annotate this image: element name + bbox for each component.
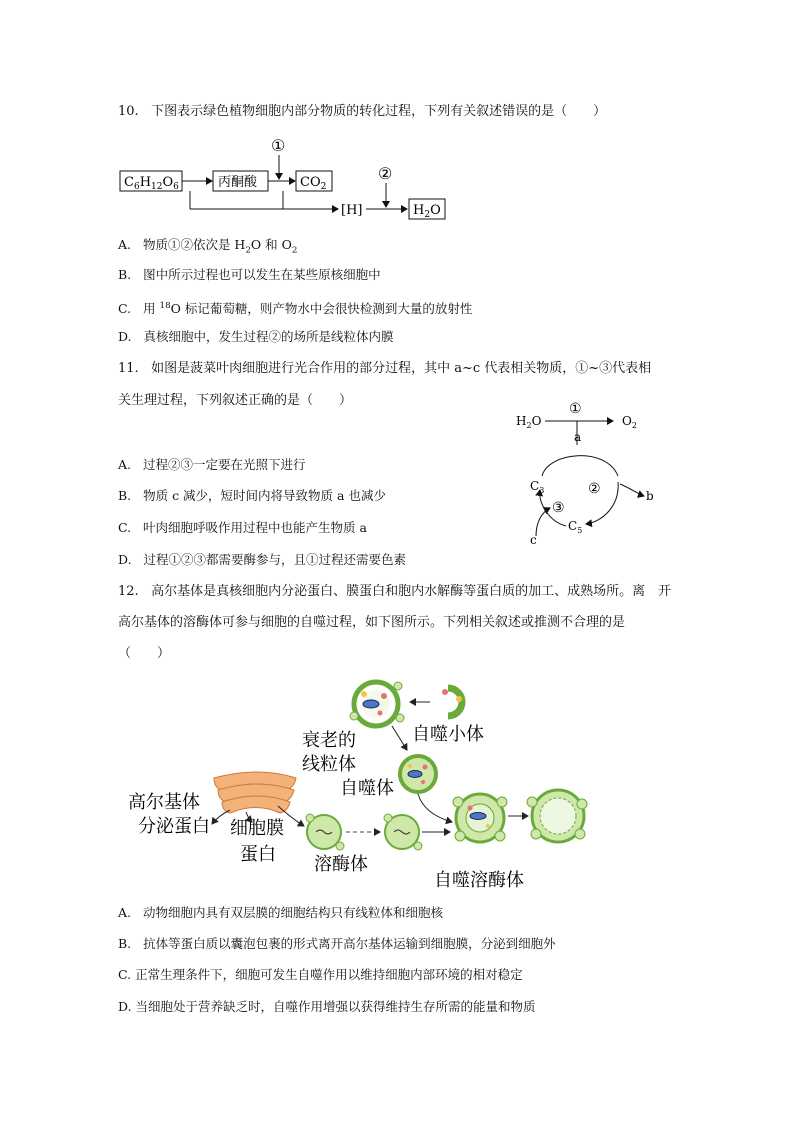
aging-mitochondria-vesicle (350, 682, 404, 726)
q12-stem-line3: （ ） (118, 646, 171, 661)
mark-2: ② (378, 164, 393, 183)
q10-diagram (118, 133, 458, 223)
q11-option-c: C. 叶肉细胞呼吸作用过程中也能产生物质 a (118, 520, 367, 535)
label-lysosome: 溶酶体 (314, 854, 368, 875)
q11-c5: $C_5$ (568, 519, 583, 535)
label-small-autophagosome: 自噬小体 (412, 724, 484, 745)
q10-number: 10. (118, 104, 139, 119)
mark-1: ① (271, 136, 286, 155)
label-golgi: 高尔基体 (128, 792, 200, 813)
label-aging-mito-1: 衰老的 (302, 730, 356, 751)
autolysosome (453, 794, 507, 842)
q11-mark3: ③ (552, 500, 565, 516)
label-membrane-1: 细胞膜 (230, 818, 284, 839)
q12-option-c: C. 正常生理条件下，细胞可发生自噬作用以维持细胞内部环境的相对稳定 (118, 967, 523, 982)
h2o-label: $H_2O$ (413, 203, 441, 220)
pyruvate-label: 丙酮酸 (218, 175, 258, 190)
q11-o2: $O_2$ (622, 414, 637, 430)
q10-stem (118, 103, 606, 121)
label-autolysosome: 自噬溶酶体 (434, 870, 524, 891)
label-secretory-protein: 分泌蛋白 (138, 816, 210, 837)
h-label: [H] (341, 203, 363, 218)
q12-stem-line1: 12. 高尔基体是真核细胞内分泌蛋白、膜蛋白和胞内水解酶等蛋白质的加工、成熟场所。离 开 (118, 584, 672, 599)
q11-stem-line2: 关生理过程，下列叙述正确的是（ ） (118, 393, 353, 408)
q11-h2o: $H_2O$ (516, 414, 542, 430)
q12-number: 12. (118, 584, 139, 599)
q11-b: b (646, 489, 654, 503)
co2-label: $CO_2$ (300, 175, 327, 192)
q12-option-a: A. 动物细胞内具有双层膜的细胞结构只有线粒体和细胞核 (118, 905, 443, 920)
degraded-vesicle (527, 790, 587, 842)
q11-stem-line1: 11. 如图是菠菜叶肉细胞进行光合作用的部分过程，其中 a~c 代表相关物质，①~③代表相 (118, 361, 652, 376)
small-autophagosome-membrane (442, 688, 462, 716)
autophagosome (400, 756, 436, 792)
q12-diagram (118, 666, 598, 894)
q11-mark2: ② (588, 481, 601, 497)
q11-c3: $C_3$ (530, 479, 545, 495)
q10-stem-text: 下图表示绿色植物细胞内部分物质的转化过程，下列有关叙述错误的是（ ） (151, 104, 607, 119)
glucose-label: $C_6H_{12}O_6$ (124, 175, 179, 192)
q10-option-b: B. 图中所示过程也可以发生在某些原核细胞中 (118, 267, 381, 282)
q12-stem-line2: 高尔基体的溶酶体可参与细胞的自噬过程，如下图所示。下列相关叙述或推测不合理的是 (118, 615, 626, 630)
lysosome-2 (384, 814, 422, 850)
label-autophagosome: 自噬体 (340, 778, 394, 799)
q11-c: c (530, 533, 537, 547)
q12-option-d: D. 当细胞处于营养缺乏时，自噬作用增强以获得维持生存所需的能量和物质 (118, 999, 536, 1014)
q11-mark1: ① (569, 401, 582, 417)
q11-option-d: D. 过程①②③都需要酶参与，且①过程还需要色素 (118, 552, 406, 567)
label-membrane-2: 蛋白 (240, 844, 276, 865)
q11-option-b: B. 物质 c 减少，短时间内将导致物质 a 也减少 (118, 488, 386, 503)
q10-option-c: C. 用 $^{18}$O 标记葡萄糖，则产物水中会很快检测到大量的放射性 (118, 301, 473, 317)
label-aging-mito-2: 线粒体 (302, 754, 356, 775)
lysosome-1 (306, 814, 344, 850)
golgi-apparatus (214, 772, 296, 813)
q10-option-d: D. 真核细胞中，发生过程②的场所是线粒体内膜 (118, 329, 394, 344)
q11-option-a: A. 过程②③一定要在光照下进行 (118, 457, 306, 472)
q11-diagram (510, 398, 670, 548)
q10-option-a: A. 物质①②依次是 $H_2O$ 和 $O_2$ (118, 237, 298, 256)
q11-number: 11. (118, 361, 139, 376)
q12-option-b: B. 抗体等蛋白质以囊泡包裹的形式离开高尔基体运输到细胞膜，分泌到细胞外 (118, 936, 556, 951)
q11-a: a (574, 430, 582, 444)
